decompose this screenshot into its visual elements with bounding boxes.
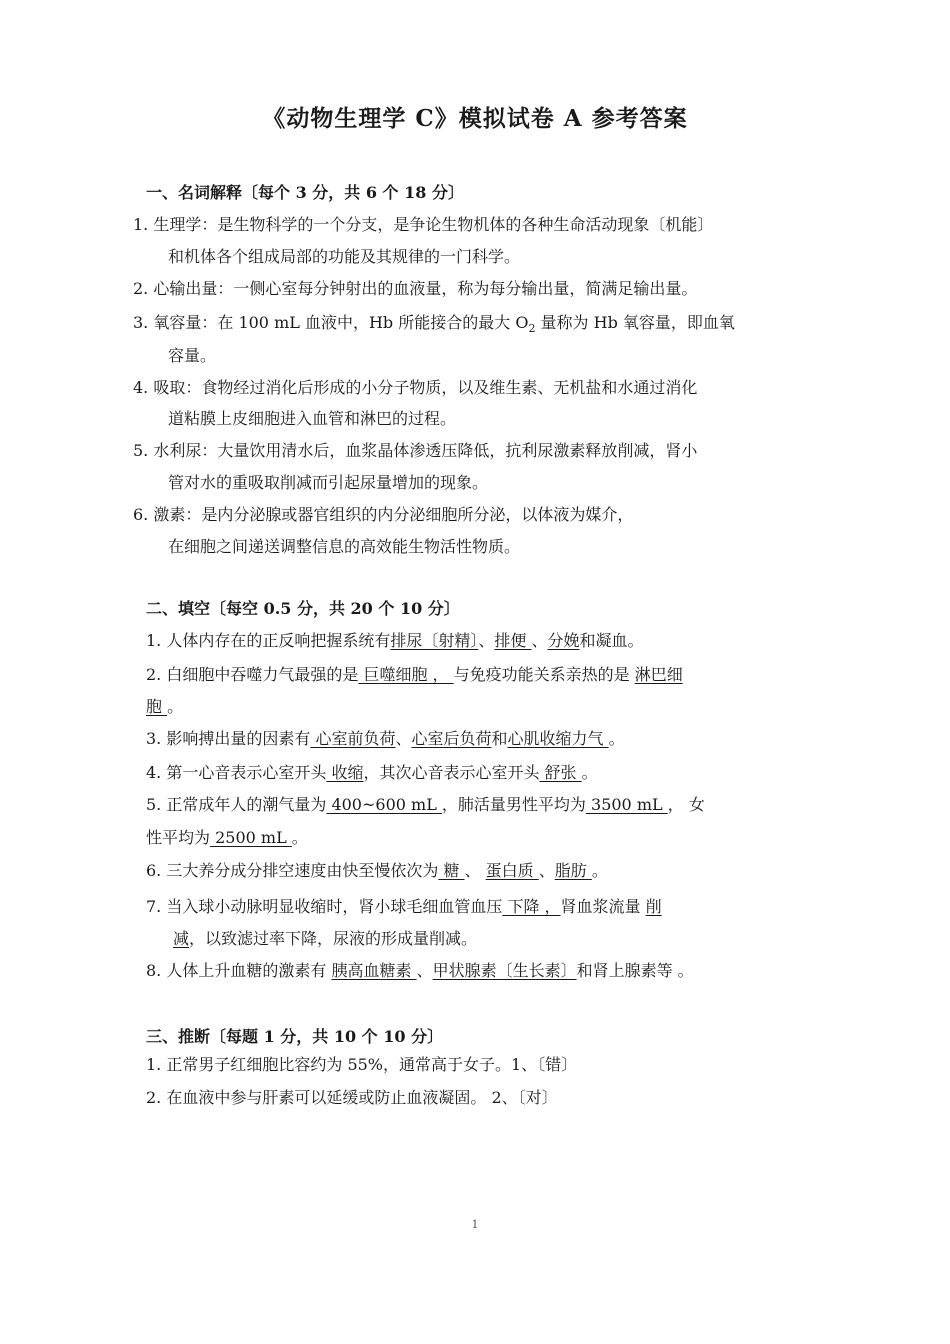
s1-item3-line1: 3. 氧容量：在 100 mL 血液中，Hb 所能接合的最大 $O_2$ 量称为 Hb 氧容量，即血氧 [133, 313, 735, 336]
s1-item5-line1: 5. 水利尿：大量饮用清水后，血浆晶体渗透压降低，抗利尿激素释放削减，肾小 [133, 441, 698, 460]
s3-item1: 1. 正常男子红细胞比容约为 55%，通常高于女子。1、〔错〕 [146, 1055, 578, 1074]
s1-item1-line1: 1. 生理学：是生物科学的一个分支，是争论生物机体的各种生命活动现象〔机能〕 [133, 215, 714, 234]
s2-q2-line2: 胞 。 [146, 697, 184, 716]
s2-q5-line1: 5. 正常成年人的潮气量为 400~600 mL ，肺活量男性平均为 3500 mL ， 女 [146, 795, 705, 814]
section-2-heading: 二、填空〔每空 0.5 分，共 20 个 10 分〕 [146, 599, 460, 618]
s2-q8: 8. 人体上升血糖的激素有 胰高血糖素 、甲状腺素〔生长素〕和肾上腺素等 。 [146, 961, 694, 980]
section-3-heading: 三、推断〔每题 1 分，共 10 个 10 分〕 [146, 1027, 444, 1046]
s3-item2: 2. 在血液中参与肝素可以延缓或防止血液凝固。 2、〔对〕 [146, 1088, 558, 1107]
s2-q7-line1: 7. 当入球小动脉明显收缩时，肾小球毛细血管血压 下降 ，肾血浆流量 削 [146, 897, 662, 916]
section-1-heading: 一、名词解释〔每个 3 分，共 6 个 18 分〕 [146, 183, 464, 202]
s2-q3: 3. 影响搏出量的因素有 心室前负荷、心室后负荷和心肌收缩力气 。 [146, 729, 625, 748]
page-number: 1 [471, 1218, 479, 1231]
s1-item4-line1: 4. 吸取：食物经过消化后形成的小分子物质，以及维生素、无机盐和水通过消化 [133, 378, 698, 397]
page-title: 《动物生理学 C》模拟试卷 A 参考答案 [262, 105, 688, 132]
s1-item3-line2: 容量。 [168, 346, 217, 365]
s2-q7-line2: 减，以致滤过率下降，尿液的形成量削减。 [173, 929, 478, 948]
s1-item6-line2: 在细胞之间递送调整信息的高效能生物活性物质。 [168, 537, 521, 556]
s2-q5-line2: 性平均为 2500 mL 。 [146, 828, 308, 847]
s2-q1: 1. 人体内存在的正反响把握系统有排尿〔射精〕、排便 、分娩和凝血。 [146, 631, 644, 650]
s1-item5-line2: 管对水的重吸取削减而引起尿量增加的现象。 [168, 473, 489, 492]
s1-item6-line1: 6. 激素：是内分泌腺或器官组织的内分泌细胞所分泌，以体液为媒介， [133, 505, 634, 524]
s2-q2-line1: 2. 白细胞中吞噬力气最强的是 巨噬细胞 ， 与免疫功能关系亲热的是 淋巴细 [146, 665, 683, 684]
s1-item2-line1: 2. 心输出量：一侧心室每分钟射出的血液量，称为每分输出量，简满足输出量。 [133, 279, 698, 298]
s1-item1-line2: 和机体各个组成局部的功能及其规律的一门科学。 [168, 247, 521, 266]
s2-q4: 4. 第一心音表示心室开头 收缩，其次心音表示心室开头 舒张 。 [146, 763, 598, 782]
s2-q6: 6. 三大养分成分排空速度由快至慢依次为 糖 、 蛋白质 、脂肪 。 [146, 861, 608, 880]
s1-item4-line2: 道粘膜上皮细胞进入血管和淋巴的过程。 [168, 409, 457, 428]
